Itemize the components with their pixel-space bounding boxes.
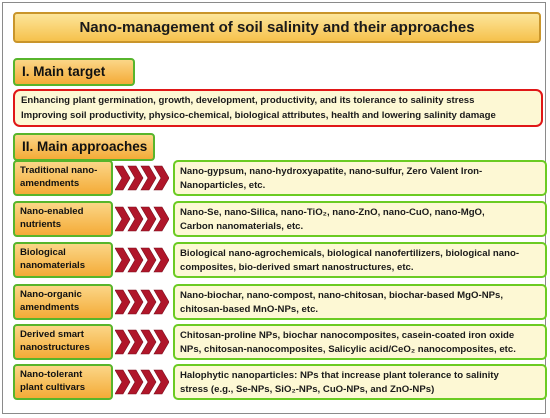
approach-label-line: Biological [20, 247, 66, 258]
approach-description [173, 324, 547, 360]
chevron-arrow-icon [115, 368, 169, 396]
approach-description [173, 364, 547, 400]
approach-description [173, 242, 547, 278]
main-target-box [13, 89, 543, 127]
approach-label-line: Nano-tolerant [20, 369, 83, 380]
approach-label-line: Derived smart [20, 329, 84, 340]
diagram-title: Nano-management of soil salinity and their approaches [13, 12, 541, 43]
chevron-arrow-icon [115, 246, 169, 274]
approach-label-line: nanostructures [20, 342, 90, 353]
chevron-arrow-icon [115, 205, 169, 233]
chevron-shape [115, 207, 130, 231]
approach-label [13, 160, 113, 196]
approach-description-line: NPs, chitosan-nanocomposites, Salicylic acid/CeO₂ nanocomposites, etc. [180, 343, 516, 355]
approach-description-line: stress (e.g., Se-NPs, SiO₂-NPs, CuO-NPs, and ZnO-NPs) [180, 383, 435, 395]
approach-label-line: Nano-organic [20, 289, 82, 300]
approach-description [173, 284, 547, 320]
approach-row [13, 201, 547, 237]
approach-description-line: Nanoparticles, etc. [180, 179, 266, 191]
approach-label-line: nanomaterials [20, 260, 86, 271]
approach-row [13, 242, 547, 278]
approach-label-line: amendments [20, 178, 80, 189]
approach-label-line: nutrients [20, 219, 62, 230]
approach-label [13, 201, 113, 237]
chevron-shape [115, 166, 130, 190]
approach-label [13, 324, 113, 360]
approach-label [13, 284, 113, 320]
approach-label-line: plant cultivars [20, 382, 86, 393]
approach-label [13, 242, 113, 278]
diagram-frame [2, 2, 546, 414]
approach-label-line: Nano-enabled [20, 206, 84, 217]
approach-description-line: Carbon nanomaterials, etc. [180, 220, 304, 232]
approach-description-line: Nano-biochar, nano-compost, nano-chitosan, biochar-based MgO-NPs, [180, 290, 504, 301]
approach-row [13, 324, 547, 360]
chevron-shape [115, 248, 130, 272]
approach-label-line: amendments [20, 302, 80, 313]
chevron-shape [115, 290, 130, 314]
approach-description-line: Biological nano-agrochemicals, biological nanofertilizers, biological nano- [180, 248, 520, 259]
approach-description [173, 201, 547, 237]
approach-description [173, 160, 547, 196]
chevron-shape [115, 370, 130, 394]
approach-row [13, 364, 547, 400]
target-line: Improving soil productivity, physico-chemical, biological attributes, health and lowering salinity damage [21, 109, 496, 121]
chevron-arrow-icon [115, 328, 169, 356]
approach-row [13, 284, 547, 320]
chevron-arrow-icon [115, 164, 169, 192]
chevron-arrow-icon [115, 288, 169, 316]
section-main-target: I. Main target [13, 58, 135, 86]
approach-description-line: Halophytic nanoparticles: NPs that increase plant tolerance to salinity [180, 370, 499, 381]
chevron-shape [115, 330, 130, 354]
approach-description-line: Nano-gypsum, nano-hydroxyapatite, nano-sulfur, Zero Valent Iron- [180, 166, 483, 177]
approach-description-line: composites, bio-derived smart nanostructures, etc. [180, 261, 414, 273]
approach-label [13, 364, 113, 400]
target-line: Enhancing plant germination, growth, development, productivity, and its tolerance to salinity stress [21, 95, 475, 106]
approach-description-line: chitosan-based MnO-NPs, etc. [180, 303, 319, 315]
approach-description-line: Nano-Se, nano-Silica, nano-TiO₂, nano-ZnO, nano-CuO, nano-MgO, [180, 207, 485, 218]
approach-row [13, 160, 547, 196]
approach-label-line: Traditional nano- [20, 165, 98, 176]
section-main-approaches: II. Main approaches [13, 133, 155, 161]
approach-description-line: Chitosan-proline NPs, biochar nanocomposites, casein-coated iron oxide [180, 330, 515, 341]
